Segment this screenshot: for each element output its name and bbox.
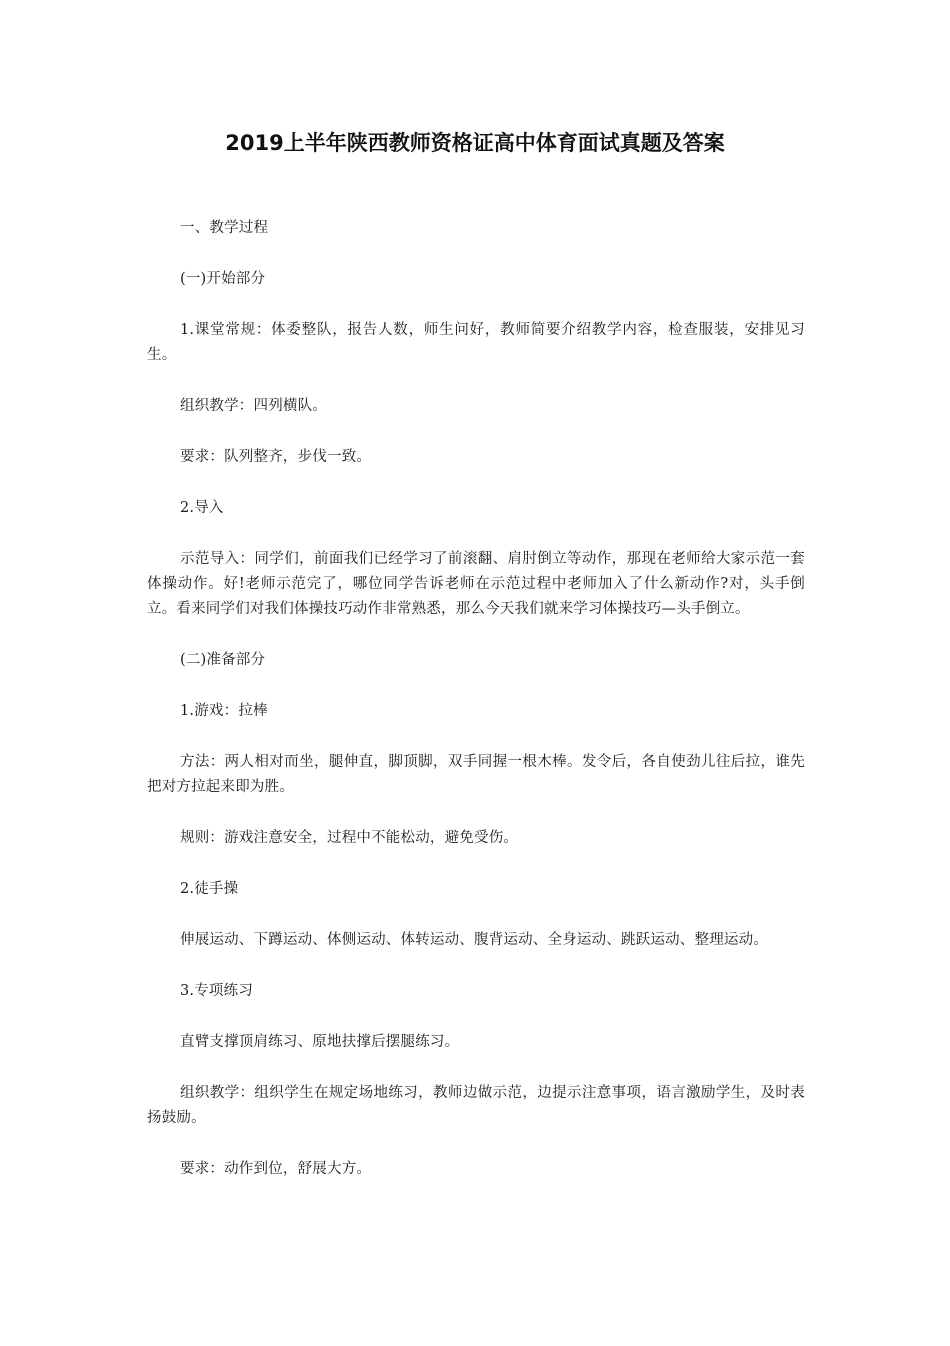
paragraph-demonstration-intro: 示范导入：同学们，前面我们已经学习了前滚翻、肩肘倒立等动作，那现在老师给大家示范一套体操动作。好!老师示范完了，哪位同学告诉老师在示范过程中老师加入了什么新动作?对，头手倒立。看来同学们对我们体操技巧动作非常熟悉，那么今天我们就来学习体操技巧—头手倒立。 — [147, 551, 805, 617]
paragraph-exercise-list: 伸展运动、下蹲运动、体侧运动、体转运动、腹背运动、全身运动、跳跃运动、整理运动。 — [180, 932, 768, 948]
document-title: 2019上半年陕西教师资格证高中体育面试真题及答案 — [225, 131, 725, 155]
item-heading-introduction: 2.导入 — [180, 500, 224, 516]
paragraph-requirement: 要求：队列整齐，步伐一致。 — [180, 449, 372, 465]
paragraph-organization: 组织教学：四列横队。 — [180, 398, 327, 414]
paragraph-game-method: 方法：两人相对而坐，腿伸直，脚顶脚，双手同握一根木棒。发令后，各自使劲儿往后拉，谁先把对方拉起来即为胜。 — [147, 754, 805, 795]
subsection-heading-opening: (一)开始部分 — [180, 271, 266, 287]
document-body — [147, 216, 805, 1208]
paragraph-class-routine: 1.课堂常规：体委整队，报告人数，师生问好，教师简要介绍教学内容，检查服装，安排见习生。 — [147, 322, 805, 363]
paragraph-practice-organization: 组织教学：组织学生在规定场地练习，教师边做示范，边提示注意事项，语言激励学生，及时表扬鼓励。 — [147, 1085, 805, 1126]
paragraph-game-rules: 规则：游戏注意安全，过程中不能松动，避免受伤。 — [180, 830, 519, 846]
item-heading-special-practice: 3.专项练习 — [180, 983, 254, 999]
subsection-heading-preparation: (二)准备部分 — [180, 652, 266, 668]
paragraph-practice-list: 直臂支撑顶肩练习、原地扶撑后摆腿练习。 — [180, 1034, 460, 1050]
paragraph-practice-requirement: 要求：动作到位，舒展大方。 — [180, 1161, 372, 1177]
item-heading-freehand-exercise: 2.徒手操 — [180, 881, 239, 897]
section-heading-teaching-process: 一、教学过程 — [180, 220, 269, 236]
item-heading-game: 1.游戏：拉棒 — [180, 703, 268, 719]
